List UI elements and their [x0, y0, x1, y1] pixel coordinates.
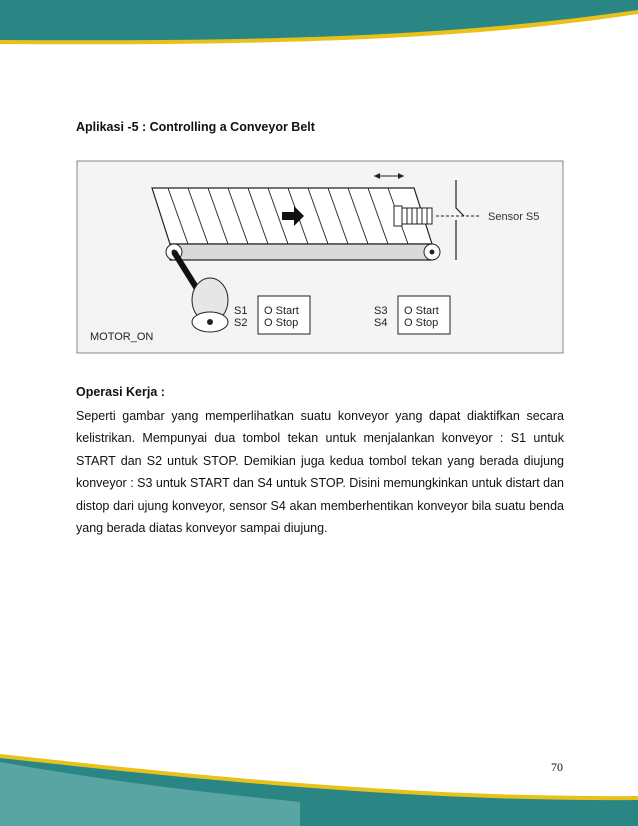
motor-icon: [192, 278, 228, 332]
sensor-icon: [394, 206, 432, 226]
footer-decoration: [0, 740, 638, 826]
switch-s2: S2: [234, 317, 248, 329]
stop-label: O Stop: [404, 317, 439, 329]
start-label: O Start: [404, 305, 439, 317]
body-paragraph: Seperti gambar yang memperlihatkan suatu konveyor yang dapat diaktifkan secara kelistrikan. Mempunyai dua tombol tekan untuk menjalankan konveyor : S1 untuk START dan S2 untuk STOP. Demikian juga kedua tombol tekan yang berada diujung konveyor : S3 untuk START dan S4 untuk STOP. Disini memungkinkan untuk distart dan distop dari ujung konveyor, sensor S4 akan memberhentikan konveyor bila suatu benda yang berada diatas konveyor sampai diujung.: [76, 409, 564, 536]
page-number: 70: [551, 760, 563, 774]
conveyor-diagram: [76, 160, 564, 354]
stop-label: O Stop: [264, 317, 299, 329]
switch-s4: S4: [374, 317, 388, 329]
start-label: O Start: [264, 305, 299, 317]
sensor-label: Sensor S5: [488, 211, 540, 223]
switch-s1: S1: [234, 305, 248, 317]
switch-s3: S3: [374, 305, 388, 317]
section-title: Operasi Kerja :: [76, 385, 165, 399]
motor-label: MOTOR_ON: [90, 331, 154, 343]
page-heading: Aplikasi -5 : Controlling a Conveyor Belt: [76, 120, 315, 134]
header-decoration: [0, 0, 638, 60]
